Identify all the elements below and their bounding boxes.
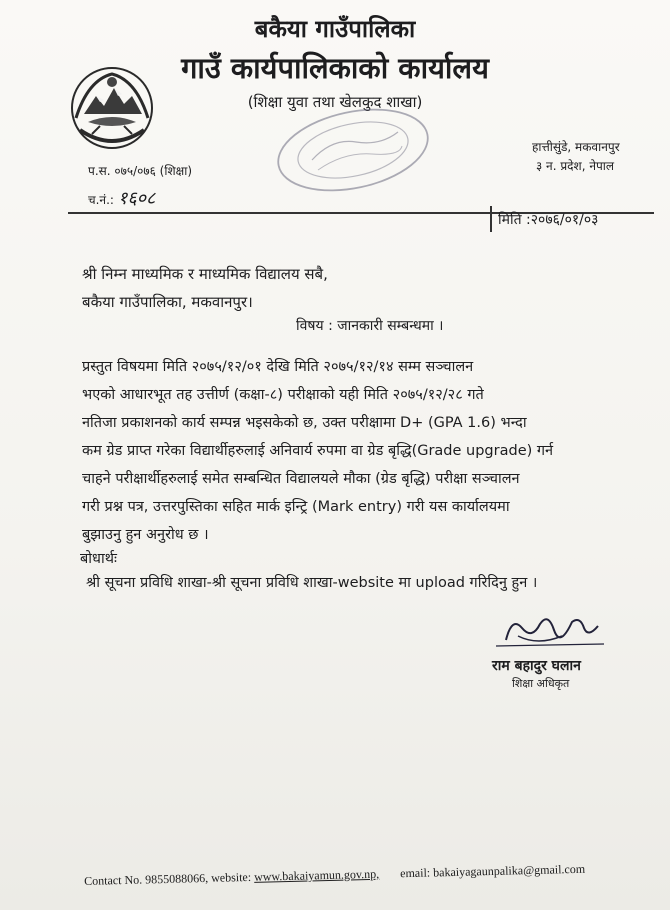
cc-label: बोधार्थः bbox=[80, 551, 117, 567]
signatory-name: राम बहादुर घलान bbox=[492, 658, 581, 674]
dispatch-number bbox=[88, 186, 155, 210]
dispatch-label: च.नं.: bbox=[88, 193, 114, 207]
reference-number: प.स. ०७५/०७६ (शिक्षा) bbox=[88, 164, 193, 178]
body-line-6: गरी प्रश्न पत्र, उत्तरपुस्तिका सहित मार्क इन्ट्रि (Mark entry) गरी यस कार्यालयमा bbox=[82, 499, 510, 515]
body-line-4: कम ग्रेड प्राप्त गरेका विद्यार्थीहरुलाई अनिवार्य रुपमा वा ग्रेड बृद्धि(Grade upgrade) गर्न bbox=[82, 443, 554, 459]
website-link[interactable]: www.bakaiyamun.gov.np, bbox=[253, 866, 380, 884]
body-line-1: प्रस्तुत विषयमा मिति २०७५/१२/०१ देखि मिति २०७५/१२/१४ सम्म सञ्चालन bbox=[82, 359, 474, 375]
body-line-2: भएको आधारभूत तह उत्तीर्ण (कक्षा-८) परीक्षाको यही मिति २०७५/१२/२८ गते bbox=[82, 387, 484, 403]
contact-label: Contact No. bbox=[84, 872, 143, 888]
signature-icon bbox=[488, 606, 608, 654]
cc-line: श्री सूचना प्रविधि शाखा-श्री सूचना प्रविधि शाखा-website मा upload गरिदिनु हुन । bbox=[86, 575, 538, 591]
email-link[interactable]: bakaiyagaunpalika@gmail.com bbox=[432, 861, 586, 880]
office-stamp-icon bbox=[272, 108, 434, 192]
website-label: website: bbox=[210, 869, 252, 885]
body-line-5: चाहने परीक्षार्थीहरुलाई समेत सम्बन्धित विद्यालयले मौका (ग्रेड बृद्धि) परीक्षा सञ्चालन bbox=[82, 471, 520, 487]
email-label: email: bbox=[399, 865, 431, 881]
office-name: गाउँ कार्यपालिकाको कार्यालय bbox=[181, 51, 489, 85]
body-line-3: नतिजा प्रकाशनको कार्य सम्पन्न भइसकेको छ, उक्त परीक्षामा D+ (GPA 1.6) भन्दा bbox=[82, 415, 527, 431]
section-name: (शिक्षा युवा तथा खेलकुद शाखा) bbox=[247, 93, 423, 111]
footer-contact bbox=[84, 862, 585, 889]
office-address-line-2: ३ न. प्रदेश, नेपाल bbox=[536, 159, 615, 173]
office-address-line-1: हात्तीसुंडे, मकवानपुर bbox=[532, 140, 620, 154]
recipient-line-1: श्री निम्न माध्यमिक र माध्यमिक विद्यालय सबै, bbox=[82, 265, 328, 283]
body-line-7: बुझाउनु हुन अनुरोध छ । bbox=[82, 527, 209, 543]
municipality-name: बकैया गाउँपालिका bbox=[254, 15, 416, 43]
contact-number: 9855088066, bbox=[144, 870, 209, 887]
signatory-title: शिक्षा अधिकृत bbox=[512, 677, 570, 690]
recipient-line-2: बकैया गाउँपालिका, मकवानपुर। bbox=[82, 293, 253, 311]
letter-date: मिति :२०७६/०१/०३ bbox=[498, 212, 599, 228]
dispatch-number-handwritten: १६०८ bbox=[117, 188, 156, 209]
letter-subject: विषय : जानकारी सम्बन्धमा । bbox=[296, 318, 444, 334]
